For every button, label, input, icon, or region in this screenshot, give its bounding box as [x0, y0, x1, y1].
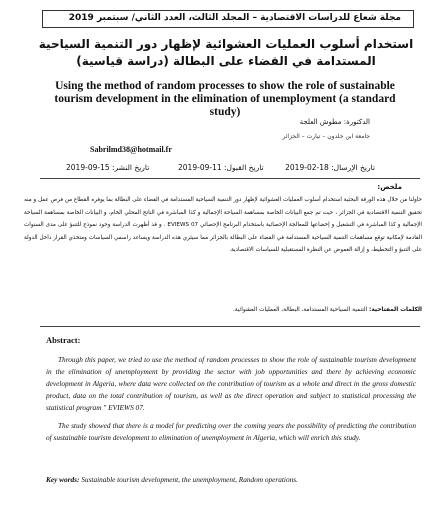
journal-header-box: [42, 10, 414, 28]
arabic-keywords-label: الكلمات المفتاحية:: [369, 307, 422, 313]
english-keywords: [46, 474, 416, 486]
date-published: تاريخ النشر: 15-09-2019: [66, 163, 150, 172]
author-email: Sabrilmd38@hotmail.fr: [90, 145, 172, 154]
english-title: Using the method of random processes to show the role of sustainable tourism development in the elimination of unemployment (a standard study): [54, 80, 396, 118]
arabic-keywords-text: التنمية السياحية المستدامة، البطالة، العمليات العشوائية.: [232, 307, 368, 313]
english-abstract-paragraph-2: The study showed that there is a model for predicting over the coming years the possibility of predicting the contribution of sustainable tourism development to elimination of unemployment in Algeria, which will enrich this study.: [46, 421, 416, 442]
date-accepted: تاريخ القبول: 11-09-2019: [178, 163, 264, 172]
english-keywords-text: Sustainable tourism development, the unemployment, Random operations.: [81, 475, 298, 484]
arabic-abstract-label: ملخص:: [377, 183, 402, 191]
arabic-keywords: [24, 307, 422, 313]
english-keywords-label: Key words:: [46, 475, 80, 484]
date-received: تاريخ الإرسال: 18-02-2019: [285, 163, 375, 172]
author-affiliation: جامعة ابن خلدون – تيارت – الجزائر: [282, 133, 370, 140]
divider-top: [40, 178, 420, 179]
journal-header: مجلة شعاع للدراسات الاقتصادية – المجلد الثالث، العدد الثاني/ سبتمبر 2019: [68, 13, 401, 23]
arabic-abstract: حاولنا من خلال هذه الورقة البحثية استخدام أسلوب العمليات العشوائية لإظهار دور التنمية السياحية المستدامة في القضاء على البطالة بما يوفره القطاع من فرص عمل و منه تحقيق التنمية الاقتصادية في الجزائر ، حيث تم جمع البيانات الخاصة بمساهمة السياحة الإجمالية و كذا المباشرة في الناتج المحلي الخام، و البيانات الخاصة بمساهمة السياحة الإجمالية و كذا المباشرة في التشغيل و إخضاعها للمعالجة الإحصائية باستخدام البرنامج الإحصائي EVIEWS 07 . و قد أظهرت الدراسة وجود نموذج للتنبؤ على مدى السنوات القادمة لإمكانية توقع مساهمات التنمية السياحية المستدامة في القضاء على البطالة بالجزائر مما سيثري هذه الدراسة ويساعد راسمي السياسات ومتخذي القرار داخل الدولة على التنبؤ و التخطيط، و إزالة الغموض عن النظرة المستقبلية للسياسات الاقتصادية.: [24, 197, 422, 254]
author-name: الدكتورة: مطوش العلجة: [299, 118, 370, 126]
english-abstract-paragraph-1: Through this paper, we tried to use the method of random processes to show the role of sustainable tourism development in the elimination of unemployment by providing the sector with job opportunities and there by achieving economic development in Algeria, where data were collected on the contribution of tourism as a whole and direct in the gross domestic product, data on the total contribution of tourism, as well as the direct operation and subject to statistical processing the statistical program " EVIEWS 07.: [46, 355, 416, 412]
divider-middle: [40, 326, 420, 327]
english-abstract-label: Abstract:: [46, 335, 81, 345]
arabic-title: استخدام أسلوب العمليات العشوائية لإظهار دور التنمية السياحية المستدامة في القضاء على البطالة (دراسة قياسية): [38, 37, 414, 68]
